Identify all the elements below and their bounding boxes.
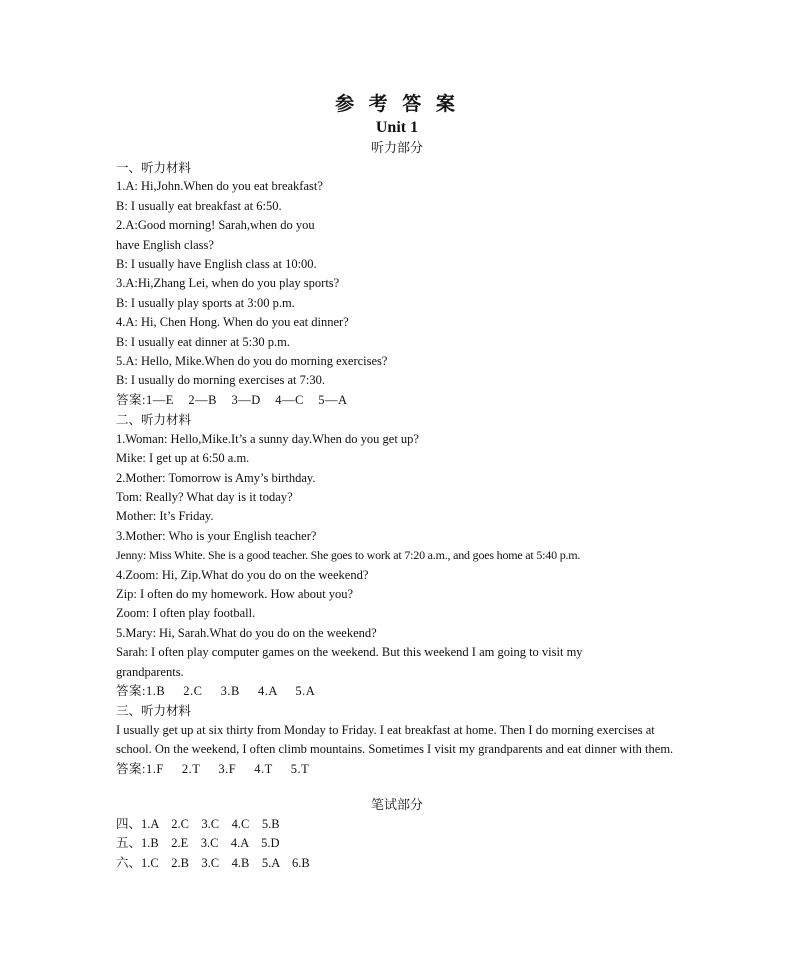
part1-line: B: I usually eat breakfast at 6:50. bbox=[116, 198, 282, 213]
part2-line: 2.Mother: Tomorrow is Amy’s birthday. bbox=[116, 470, 316, 485]
part1-line: 3.A:Hi,Zhang Lei, when do you play sports? bbox=[116, 276, 340, 291]
part1-line: B: I usually do morning exercises at 7:30. bbox=[116, 373, 325, 388]
part1-heading: 一、听力材料 bbox=[116, 160, 192, 175]
part1-line: 1.A: Hi,John.When do you eat breakfast? bbox=[116, 179, 323, 194]
part3-paragraph: I usually get up at six thirty from Monday to Friday. I eat breakfast at home. Then I do morning exercises at school. On the weekend, I often climb mountains. Sometimes I visit my grandparents and eat dinner with them. bbox=[116, 722, 674, 757]
part3-answer: 答案:1.F 2.T 3.F 4.T 5.T bbox=[116, 761, 310, 776]
part2-line: 5.Mary: Hi, Sarah.What do you do on the weekend? bbox=[116, 625, 377, 640]
listening-content bbox=[116, 158, 696, 779]
listening-section-heading: 听力部分 bbox=[370, 141, 423, 156]
part2-line: Jenny: Miss White. She is a good teacher. She goes to work at 7:20 a.m., and goes home at 5:40 p.m. bbox=[116, 548, 581, 563]
part1-line: have English class? bbox=[116, 237, 214, 252]
part1-line: B: I usually play sports at 3:00 p.m. bbox=[116, 295, 295, 310]
part2-line: Mike: I get up at 6:50 a.m. bbox=[116, 451, 250, 466]
part2-answer: 答案:1.B 2.C 3.B 4.A 5.A bbox=[116, 683, 316, 698]
part2-line: 1.Woman: Hello,Mike.It’s a sunny day.When do you get up? bbox=[116, 431, 419, 446]
part1-line: 2.A:Good morning! Sarah,when do you bbox=[116, 218, 315, 233]
unit-heading: Unit 1 bbox=[375, 119, 419, 136]
writing-answer-line: 四、1.A 2.C 3.C 4.C 5.B bbox=[116, 817, 280, 831]
part1-line: B: I usually eat dinner at 5:30 p.m. bbox=[116, 334, 290, 349]
part2-line: 4.Zoom: Hi, Zip.What do you do on the weekend? bbox=[116, 567, 369, 582]
part2-line: 3.Mother: Who is your English teacher? bbox=[116, 528, 317, 543]
part1-line: 5.A: Hello, Mike.When do you do morning exercises? bbox=[116, 354, 388, 369]
part1-answer: 答案:1—E 2—B 3—D 4—C 5—A bbox=[116, 392, 348, 407]
writing-section-heading: 笔试部分 bbox=[370, 798, 423, 813]
part3-heading: 三、听力材料 bbox=[116, 703, 192, 719]
part2-line: Tom: Really? What day is it today? bbox=[116, 489, 293, 504]
writing-answer-line: 六、1.C 2.B 3.C 4.B 5.A 6.B bbox=[116, 855, 310, 870]
part2-line: Zoom: I often play football. bbox=[116, 606, 256, 621]
writing-answer-line: 五、1.B 2.E 3.C 4.A 5.D bbox=[116, 836, 280, 851]
part2-line: Mother: It’s Friday. bbox=[116, 509, 214, 524]
part2-heading: 二、听力材料 bbox=[116, 412, 192, 428]
part1-line: B: I usually have English class at 10:00. bbox=[116, 257, 317, 272]
writing-answers bbox=[116, 815, 696, 873]
page-title: 参 考 答 案 bbox=[335, 93, 459, 115]
part1-line: 4.A: Hi, Chen Hong. When do you eat dinner? bbox=[116, 315, 349, 330]
part2-wrapped-line: Sarah: I often play computer games on the weekend. But this weekend I am going to visit my grandparents. bbox=[116, 645, 583, 679]
part2-line: Zip: I often do my homework. How about you? bbox=[116, 586, 354, 601]
